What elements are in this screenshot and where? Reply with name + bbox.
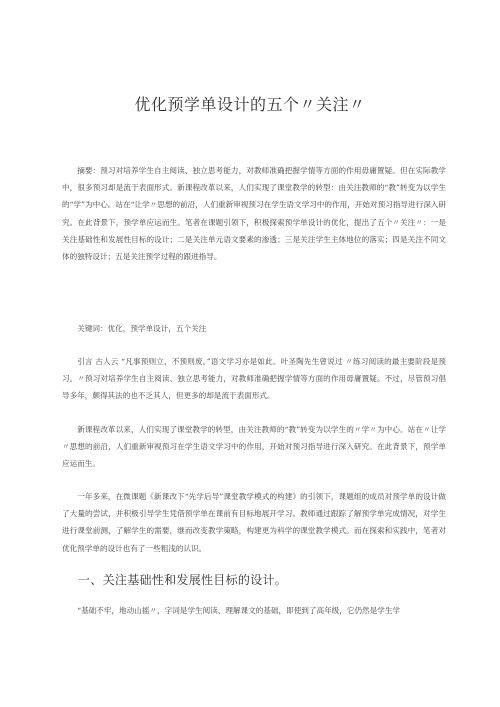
section-heading: 一、关注基础性和发展性目标的设计。 bbox=[78, 573, 288, 587]
intro-paragraph: 引言 古人云 “凡事预则立，不预则废。”语文学习亦是如此。叶圣陶先生曾说过 〃练习阅读的最主要阶段是预习。〃预习对培养学生自主阅读、独立思考能力，对教师准确把握学情等方面的作用毋庸置疑。不过，尽管预习倡导多年，颇得其法的也不乏其人，但更多的却是流于表面形式。 bbox=[62, 357, 446, 401]
reform-paragraph: 新课程改革以来，人们实现了课堂教学的转型，由关注教师的“教”转变为以学生的〃学〃为中心。站在〃让学〃思想的前沿，人们重新审视预习在学生语文学习中的作用，开始对预习指导进行深入研究。在此背景下，预学单应运而生。 bbox=[62, 425, 446, 469]
abstract-paragraph: 摘要：预习对培养学生自主阅读、独立思考能力，对教师准确把握学情等方面的作用毋庸置疑。但在实际教学中，很多预习却是流于表面形式。新课程改革以来，人们实现了课堂教学的转型：由关注教师的“教”转变为以学生的“学”为中心。站在“让学〃思想的前沿，人们重新审视预习在学生语文学习中的作用，开始对预习指导进行深入研究。在此背景下，预学单应运而生。笔者在课题引领下，积极探索预学单设计的优化，提出了五个〃关注〃：一是关注基础性和发展性目标的设计；二是关注单元语文要素的渗透；三是关注学生主体地位的落实；四是关注不同文体的独特设计；五是关注预学过程的跟进指导。 bbox=[62, 166, 446, 262]
document-title: 优化预学单设计的五个〃关注〃 bbox=[134, 95, 366, 114]
section-body-paragraph: “基础不牢，地动山摇〃，字词是学生阅读、理解课文的基础，即使到了高年级，它仍然是学生学 bbox=[77, 606, 401, 615]
keywords-paragraph: 关键词：优化，预学单设计，五个关注 bbox=[77, 324, 207, 333]
research-paragraph: 一年多来，在微课题《新课改下“先学后导”课堂教学模式的构建》的引领下，课题组的成员对预学单的设计做了大量的尝试，并积极引导学生凭借预学单在课前有目标地展开学习。教师通过跟踪了解预学单完成情况，对学生进行课堂前测，了解学生的需要，继而改变教学策略，构建更为科学的课堂教学模式。而在探索和实践中，笔者对优化预学单的设计也有了一些粗浅的认识。 bbox=[62, 492, 446, 553]
